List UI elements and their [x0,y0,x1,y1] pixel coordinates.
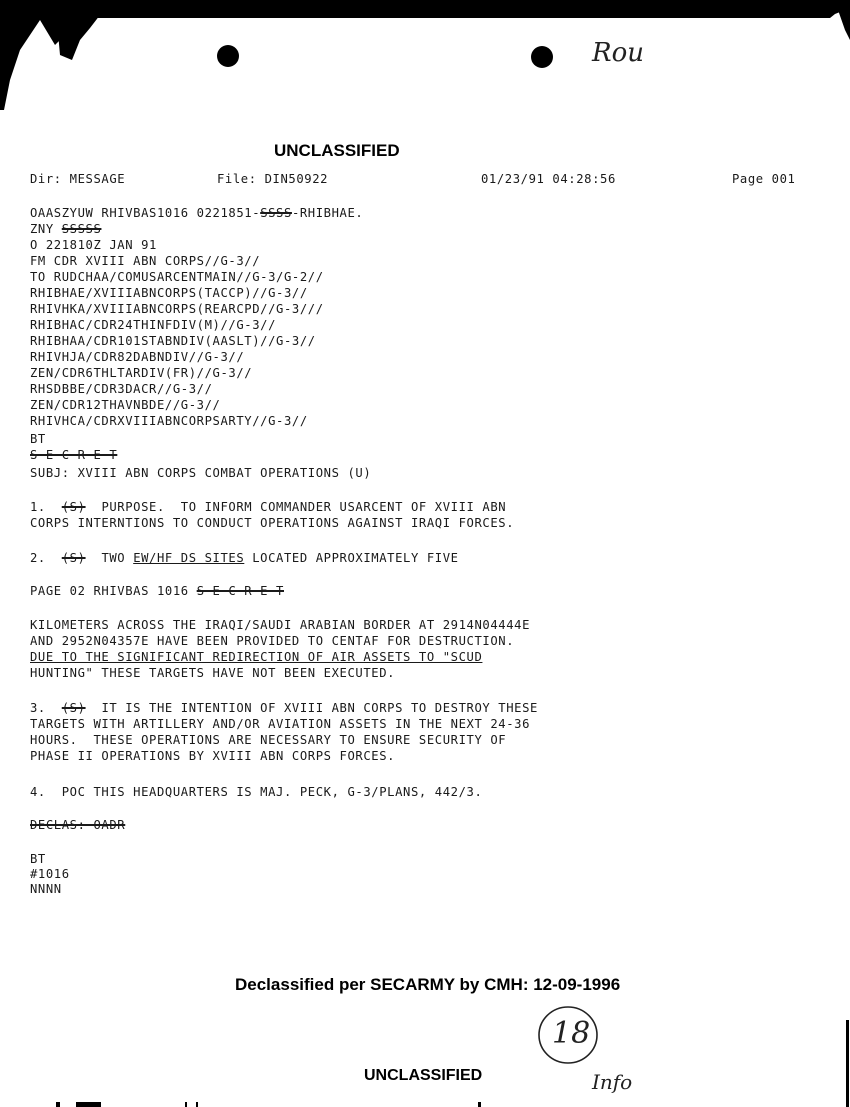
punch-hole-left [217,45,239,67]
subject-line: SUBJ: XVIII ABN CORPS COMBAT OPERATIONS (U) [30,466,372,480]
trailer-number: #1016 [30,867,70,881]
bt-line: BT [30,432,46,446]
scan-mark [56,1102,60,1107]
redacted-declas: DECLAS: OADR [30,818,126,832]
addressee: RHIVHCA/CDRXVIIIABNCORPSARTY//G-3// [30,414,308,428]
from-line: FM CDR XVIII ABN CORPS//G-3// [30,254,261,268]
para1-line1: 1. (S) PURPOSE. TO INFORM COMMANDER USARCENT OF XVIII ABN [30,500,507,514]
addressee: RHSDBBE/CDR3DACR//G-3// [30,382,213,396]
redacted-znv: SSSSS [61,222,102,236]
para4-line: 4. POC THIS HEADQUARTERS IS MAJ. PECK, G-3/PLANS, 442/3. [30,785,483,799]
para2-cont-line: HUNTING" THESE TARGETS HAVE NOT BEEN EXECUTED. [30,666,396,680]
page-break-line: PAGE 02 RHIVBAS 1016 S E C R E T [30,584,284,598]
redacted-routing: SSSS [260,206,292,220]
redacted-marking: (S) [61,500,86,514]
meta-dir: Dir: MESSAGE [30,172,126,186]
para3-line1: 3. (S) IT IS THE INTENTION OF XVIII ABN CORPS TO DESTROY THESE [30,701,538,715]
para3-line2: TARGETS WITH ARTILLERY AND/OR AVIATION ASSETS IN THE NEXT 24-36 [30,717,531,731]
addressee: RHIBHAA/CDR101STABNDIV(AASLT)//G-3// [30,334,316,348]
classification-header: UNCLASSIFIED [274,141,400,160]
scan-mark [185,1102,187,1107]
trailer-end: NNNN [30,882,62,896]
addressee: RHIBHAE/XVIIIABNCORPS(TACCP)//G-3// [30,286,308,300]
addressee: RHIVHJA/CDR82DABNDIV//G-3// [30,350,245,364]
redacted-marking: (S) [61,701,86,715]
addressee: RHIVHKA/XVIIIABNCORPS(REARCPD//G-3/// [30,302,324,316]
para2-cont-line: KILOMETERS ACROSS THE IRAQI/SAUDI ARABIAN BORDER AT 2914N04444E [30,618,531,632]
meta-datetime: 01/23/91 04:28:56 [481,172,616,186]
circled-number: 18 [552,1016,591,1051]
para2-line1: 2. (S) TWO EW/HF DS SITES LOCATED APPROXIMATELY FIVE [30,551,459,565]
meta-file: File: DIN50922 [217,172,329,186]
znv-line: ZNY SSSSS [30,222,102,236]
meta-page: Page 001 [732,172,796,186]
para3-line4: PHASE II OPERATIONS BY XVIII ABN CORPS FORCES. [30,749,396,763]
to-line: TO RUDCHAA/COMUSARCENTMAIN//G-3/G-2// [30,270,324,284]
scan-mark [478,1102,481,1107]
addressee: ZEN/CDR12THAVNBDE//G-3// [30,398,221,412]
routing-line: OAASZYUW RHIVBAS1016 0221851-SSSS-RHIBHAE. [30,206,364,220]
scan-mark [76,1102,101,1107]
para1-line2: CORPS INTERNTIONS TO CONDUCT OPERATIONS AGAINST IRAQI FORCES. [30,516,515,530]
punch-hole-right [531,46,553,68]
declassification-note: Declassified per SECARMY by CMH: 12-09-1996 [235,975,621,994]
scan-mark [196,1102,198,1107]
addressee: ZEN/CDR6THLTARDIV(FR)//G-3// [30,366,253,380]
classification-footer: UNCLASSIFIED [364,1067,483,1084]
scan-mark [846,1020,849,1107]
redacted-marking: (S) [61,551,86,565]
handwritten-annotation-top: Rou [592,38,644,68]
redacted-classification: S E C R E T [196,584,284,598]
addressee: RHIBHAC/CDR24THINFDIV(M)//G-3// [30,318,277,332]
para2-cont-line: DUE TO THE SIGNIFICANT REDIRECTION OF AIR ASSETS TO "SCUD [30,650,483,664]
redacted-classification: S E C R E T [30,448,118,462]
para2-cont-line: AND 2952N04357E HAVE BEEN PROVIDED TO CENTAF FOR DESTRUCTION. [30,634,515,648]
handwritten-annotation-bottom: Info [592,1070,633,1094]
dtg-line: O 221810Z JAN 91 [30,238,157,252]
scan-corner-artifact [0,0,850,110]
para3-line3: HOURS. THESE OPERATIONS ARE NECESSARY TO ENSURE SECURITY OF [30,733,507,747]
trailer-bt: BT [30,852,46,866]
